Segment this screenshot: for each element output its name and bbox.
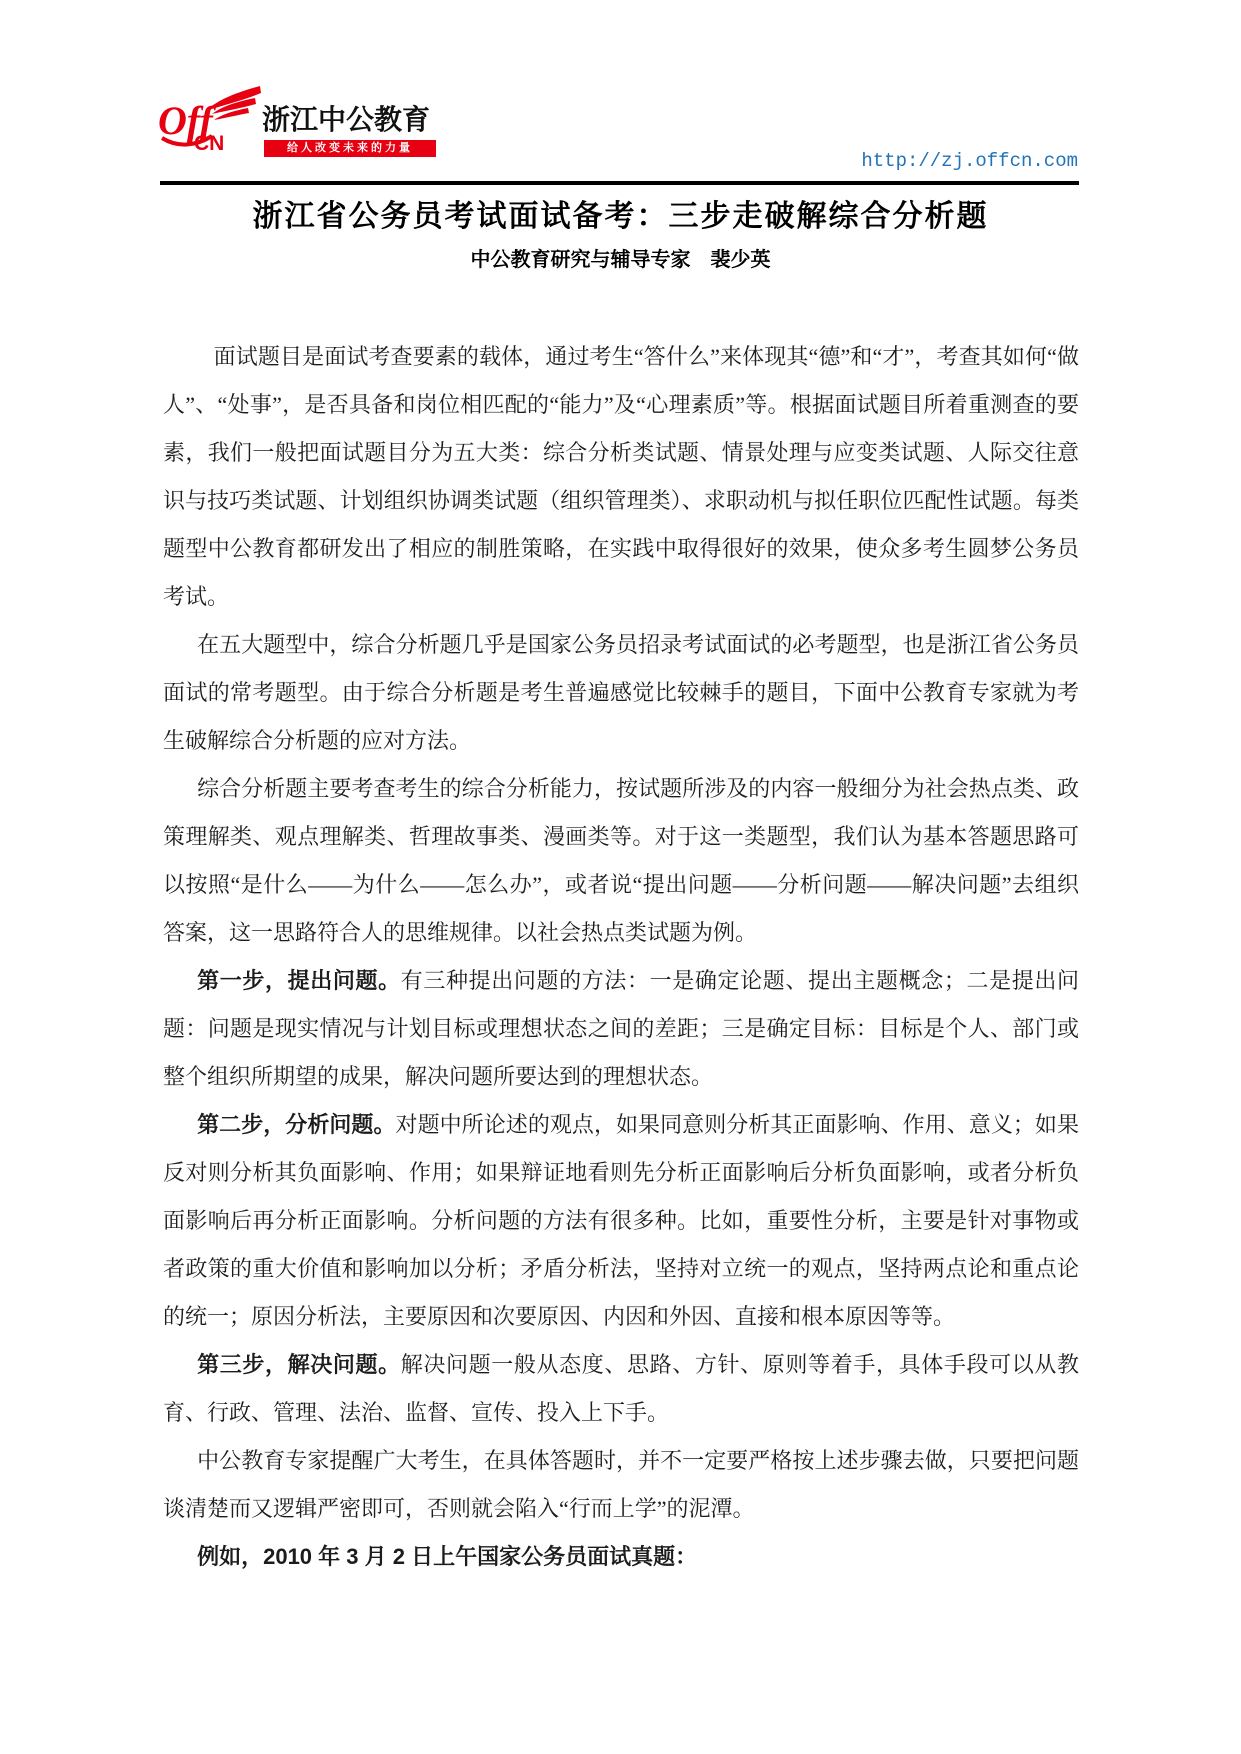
document-title: 浙江省公务员考试面试备考：三步走破解综合分析题 <box>252 200 989 233</box>
paragraph <box>163 957 1079 1101</box>
paragraph-lead: 第二步，分析问题。 <box>197 1112 396 1137</box>
paragraph <box>163 765 1079 957</box>
offcn-logo <box>158 84 448 156</box>
paragraph-lead: 例如，2010 年 3 月 2 日上午国家公务员面试真题： <box>197 1544 698 1569</box>
slogan-banner <box>264 140 436 157</box>
paragraph-text: 解决问题一般从态度、思路、方针、原则等着手，具体手段可以从教育、行政、管理、法治、监督、宣传、投入上下手。 <box>163 1352 1079 1425</box>
document-body <box>163 333 1079 1581</box>
org-name: 浙江中公教育 <box>262 104 431 135</box>
paragraph-text: 对题中所论述的观点，如果同意则分析其正面影响、作用、意义；如果反对则分析其负面影响、作用；如果辩证地看则先分析正面影响后分析负面影响，或者分析负面影响后再分析正面影响。分析问题的方法有很多种。比如，重要性分析，主要是针对事物或者政策的重大价值和影响加以分析；矛盾分析法，坚持对立统一的观点，坚持两点论和重点论的统一；原因分析法，主要原因和次要原因、内因和外因、直接和根本原因等等。 <box>163 1112 1079 1329</box>
header-divider <box>160 181 1079 185</box>
paragraph <box>163 333 1079 621</box>
paragraph <box>163 621 1079 765</box>
document-author-line: 中公教育研究与辅导专家 裴少英 <box>470 249 771 271</box>
paragraph <box>163 1101 1079 1341</box>
svg-text:CN: CN <box>194 132 225 152</box>
paragraph-lead: 第三步，解决问题。 <box>197 1352 401 1377</box>
paragraph <box>163 1341 1079 1437</box>
paragraph-text: 在五大题型中，综合分析题几乎是国家公务员招录考试面试的必考题型，也是浙江省公务员面试的常考题型。由于综合分析题是考生普遍感觉比较棘手的题目，下面中公教育专家就为考生破解综合分析题的应对方法。 <box>163 632 1079 753</box>
paragraph-text: 综合分析题主要考查考生的综合分析能力，按试题所涉及的内容一般细分为社会热点类、政策理解类、观点理解类、哲理故事类、漫画类等。对于这一类题型，我们认为基本答题思路可以按照“是什么——为什么——怎么办”，或者说“提出问题——分析问题——解决问题”去组织答案，这一思路符合人的思维规律。以社会热点类试题为例。 <box>163 776 1079 945</box>
site-url-link[interactable]: http://zj.offcn.com <box>861 150 1078 172</box>
paragraph-lead: 第一步，提出问题。 <box>197 968 401 993</box>
paragraph-text: 面试题目是面试考查要素的载体，通过考生“答什么”来体现其“德”和“才”，考查其如何“做人”、“处事”，是否具备和岗位相匹配的“能力”及“心理素质”等。根据面试题目所着重测查的要素，我们一般把面试题目分为五大类：综合分析类试题、情景处理与应变类试题、人际交往意识与技巧类试题、计划组织协调类试题（组织管理类）、求职动机与拟任职位匹配性试题。每类题型中公教育都研发出了相应的制胜策略，在实践中取得很好的效果，使众多考生圆梦公务员考试。 <box>163 344 1079 609</box>
slogan-text: 给人改变未来的力量 <box>287 142 413 154</box>
svg-text:Off: Off <box>158 98 213 143</box>
paragraph-text: 中公教育专家提醒广大考生，在具体答题时，并不一定要严格按上述步骤去做，只要把问题谈清楚而又逻辑严密即可，否则就会陷入“行而上学”的泥潭。 <box>163 1448 1079 1521</box>
offcn-logo-icon <box>158 86 262 152</box>
paragraph <box>163 1533 1079 1581</box>
paragraph-text: 有三种提出问题的方法：一是确定论题、提出主题概念；二是提出问题：问题是现实情况与计划目标或理想状态之间的差距；三是确定目标：目标是个人、部门或整个组织所期望的成果，解决问题所要达到的理想状态。 <box>163 968 1079 1089</box>
paragraph <box>163 1437 1079 1533</box>
